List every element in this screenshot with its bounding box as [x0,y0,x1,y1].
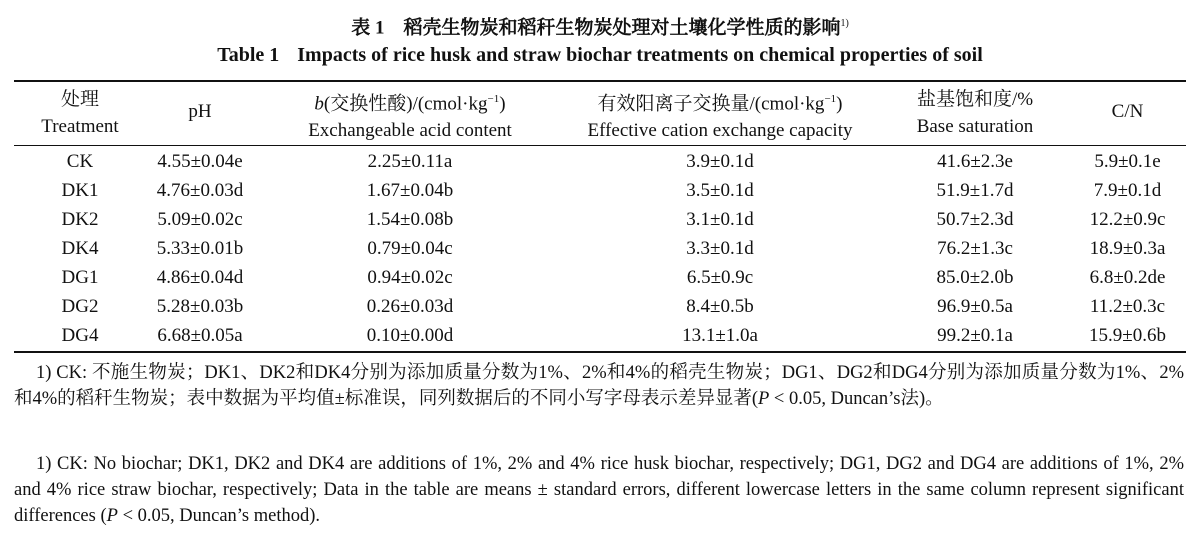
cell-cn-ratio: 15.9±0.6b [1089,325,1166,346]
cell-cn-ratio: 12.2±0.9c [1089,209,1166,230]
header-treatment-en: Treatment [41,116,119,137]
cell-base-saturation: 41.6±2.3e [937,151,1013,172]
table-row [0,176,1200,205]
header-exchangeable-acid-sup: −1 [487,93,500,105]
cell-base-saturation: 85.0±2.0b [936,267,1014,288]
header-ph [140,98,260,125]
cell-treatment: DK4 [61,238,99,259]
table-title-cn-text: 表 1 稻壳生物炭和稻秆生物炭处理对土壤化学性质的影响 [351,17,841,39]
cell-ecec: 3.3±0.1d [686,238,754,259]
footnote-en-text: 1) CK: No biochar; DK1, DK2 and DK4 are additions of 1%, 2% and 4% rice husk biochar, respectively; DG1, DG2 and DG4 are additions of 1%, 2% and 4% rice straw biochar, respectively; Data in the table are means ± standard errors, different lowercase letters in the same column represent significant differences ( [14,454,1184,526]
cell-ecec: 13.1±1.0a [682,325,758,346]
table-row [0,147,1200,176]
table-top-rule [14,80,1186,82]
header-cn-ratio [1065,98,1190,125]
footnote-en [14,451,1184,529]
header-treatment-cn: 处理 [60,89,99,110]
header-base-saturation-en: Base saturation [916,116,1034,137]
cell-exchangeable-acid: 2.25±0.11a [367,151,453,172]
cell-exchangeable-acid: 0.10±0.00d [366,325,454,346]
table-row [0,205,1200,234]
cell-ecec: 6.5±0.9c [686,267,754,288]
cell-treatment: DK1 [61,180,99,201]
cell-base-saturation: 51.9±1.7d [936,180,1014,201]
cell-cn-ratio: 7.9±0.1d [1093,180,1162,201]
table-row [0,234,1200,263]
header-exchangeable-acid-close: ) [499,93,506,115]
footnote-cn-text: 1) CK: 不施生物炭；DK1、DK2和DK4分别为添加质量分数为1%、2%和4%的稻壳生物炭；DG1、DG2和DG4分别为添加质量分数为1%、2%和4%的稻秆生物炭；表中数据为平均值±标准误，同列数据后的不同小写字母表示差异显著( [14,363,1184,409]
cell-treatment: DG2 [61,296,99,317]
cell-ecec: 3.1±0.1d [686,209,754,230]
table-row [0,292,1200,321]
cell-treatment: DG4 [61,325,99,346]
table-title-footnote-mark: 1) [840,18,849,29]
cell-cn-ratio: 11.2±0.3c [1089,296,1166,317]
header-ecec-unit: 有效阳离子交换量/(cmol·kg [597,93,825,115]
cell-ecec: 3.9±0.1d [686,151,754,172]
table-header-rule [14,145,1186,146]
cell-treatment: DG1 [61,267,99,288]
cell-cn-ratio: 18.9±0.3a [1089,238,1166,259]
header-base-saturation-cn: 盐基饱和度/% [916,89,1034,110]
header-base-saturation [885,86,1065,140]
cell-base-saturation: 96.9±0.5a [937,296,1013,317]
cell-treatment: DK2 [61,209,99,230]
header-exchangeable-acid-cn [280,86,540,117]
cell-exchangeable-acid: 0.79±0.04c [367,238,453,259]
cell-exchangeable-acid: 0.26±0.03d [366,296,454,317]
cell-cn-ratio: 6.8±0.2de [1089,267,1166,288]
cell-exchangeable-acid: 0.94±0.02c [367,267,453,288]
cell-exchangeable-acid: 1.54±0.08b [366,209,454,230]
header-treatment [20,86,140,140]
table-row [0,321,1200,350]
header-ecec [555,86,885,144]
cell-base-saturation: 76.2±1.3c [937,238,1013,259]
table-title-en-text: Impacts of rice husk and straw biochar treatments on chemical properties of soil [297,44,983,66]
table-bottom-rule [14,351,1186,353]
header-ph-text: pH [188,101,212,122]
header-exchangeable-acid [280,86,540,144]
table-label-en: Table 1 [217,44,280,66]
cell-exchangeable-acid: 1.67±0.04b [366,180,454,201]
cell-ph: 5.28±0.03b [156,296,244,317]
cell-ph: 6.68±0.05a [157,325,243,346]
header-ecec-cn [555,86,885,117]
cell-ph: 4.76±0.03d [156,180,244,201]
cell-ecec: 3.5±0.1d [686,180,754,201]
cell-ecec: 8.4±0.5b [686,296,754,317]
footnote-cn [14,360,1184,412]
header-ecec-sup: −1 [824,93,837,105]
cell-ph: 4.86±0.04d [156,267,244,288]
footnote-cn-p: P [757,389,770,409]
cell-cn-ratio: 5.9±0.1e [1094,151,1161,172]
header-b-symbol: b [314,93,324,115]
cell-ph: 5.09±0.02c [157,209,243,230]
cell-treatment: CK [66,151,94,172]
header-exchangeable-acid-unit: (交换性酸)/(cmol·kg [323,93,488,115]
header-cn-ratio-text: C/N [1111,101,1144,122]
table-row [0,263,1200,292]
header-exchangeable-acid-en: Exchangeable acid content [308,120,512,142]
table-title-en [0,43,1200,67]
cell-base-saturation: 50.7±2.3d [936,209,1014,230]
cell-ph: 4.55±0.04e [157,151,243,172]
footnote-cn-tail: < 0.05, Duncan’s法)。 [769,389,944,409]
header-ecec-en: Effective cation exchange capacity [587,120,853,142]
footnote-en-p: P [106,506,118,526]
cell-base-saturation: 99.2±0.1a [937,325,1013,346]
header-ecec-close: ) [836,93,843,115]
footnote-en-tail: < 0.05, Duncan’s method). [117,506,321,526]
cell-ph: 5.33±0.01b [156,238,244,259]
table-title-cn [0,12,1200,40]
